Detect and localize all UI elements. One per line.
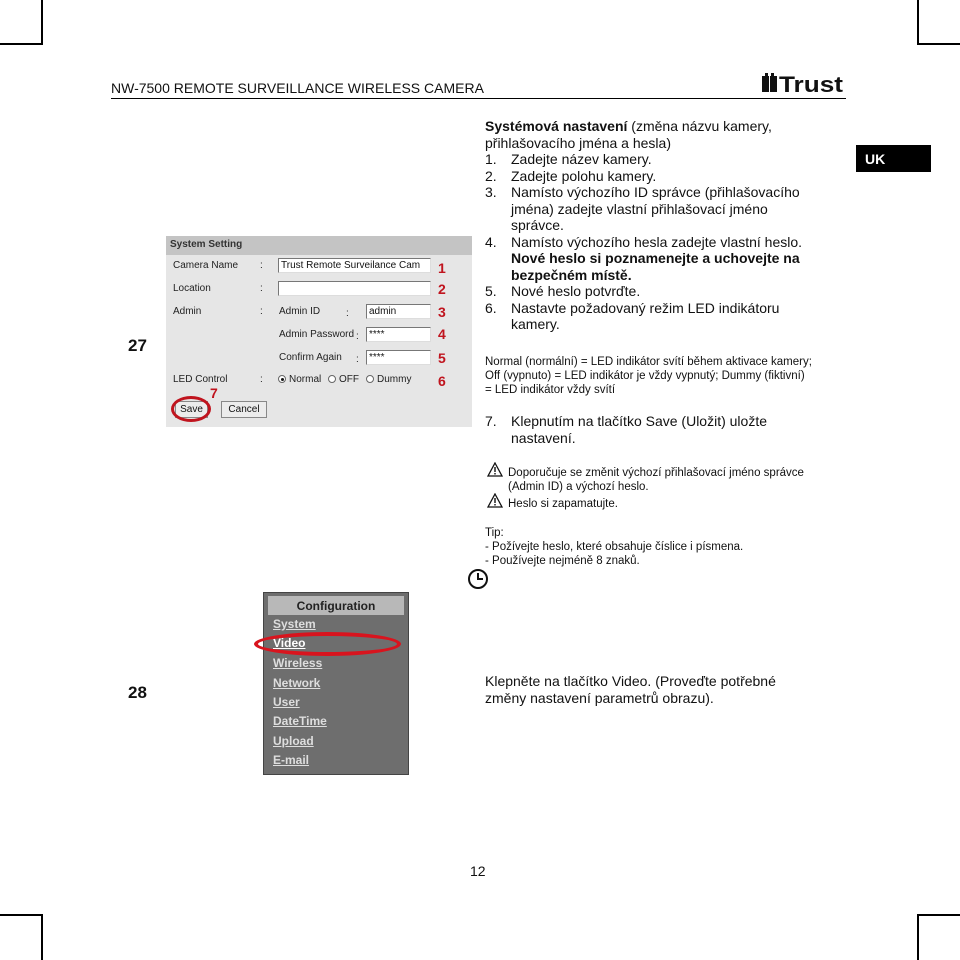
document-header-title: NW-7500 REMOTE SURVEILLANCE WIRELESS CAMERA: [111, 80, 484, 96]
item-line: Namísto výchozího ID správce (přihlašovacího: [511, 184, 800, 200]
led-control-label: LED Control: [173, 374, 228, 385]
item-line: Nastavte požadovaný režim LED indikátoru: [511, 299, 780, 316]
instruction-item-row: [485, 234, 855, 251]
instruction-item-7: [485, 413, 855, 446]
location-label: Location: [173, 283, 211, 294]
system-setting-title: System Setting: [170, 239, 243, 250]
heading-bold: Systémová nastavení: [485, 118, 628, 134]
crop-mark: [0, 914, 43, 916]
configuration-title: Configuration: [268, 596, 404, 615]
warning-icon: [487, 493, 503, 513]
led-note-line: = LED indikátor vždy svítí: [485, 384, 616, 396]
colon: :: [260, 306, 263, 317]
video-highlight-ellipse: [254, 632, 401, 656]
instruction-item-row: [485, 151, 855, 168]
led-normal-radio[interactable]: [278, 375, 286, 383]
save-button[interactable]: Save: [175, 401, 208, 418]
colon: :: [346, 308, 349, 319]
crop-mark: [917, 43, 960, 45]
instruction-item-row: [485, 267, 855, 284]
crop-mark: [41, 0, 43, 45]
colon: :: [260, 283, 263, 294]
item-line: Klepnutím na tlačítko Save (Uložit) uložte: [511, 413, 768, 429]
crop-mark: [41, 914, 43, 960]
crop-mark: [917, 914, 919, 960]
nav-link-upload[interactable]: Upload: [273, 734, 314, 748]
nav-link-system[interactable]: System: [273, 617, 316, 631]
instruction-item-row: [485, 300, 855, 317]
item-line: Nové heslo potvrďte.: [511, 283, 641, 299]
step-28-line: změny nastavení parametrů obrazu).: [485, 689, 714, 706]
confirm-password-input[interactable]: ****: [366, 350, 431, 365]
tip-line: - Požívejte heslo, které obsahuje číslice i písmena.: [485, 541, 744, 553]
instruction-item-row: [485, 250, 855, 267]
item-line: nastavení.: [511, 429, 576, 446]
step-27-instructions: [485, 118, 855, 333]
nav-link-datetime[interactable]: DateTime: [273, 714, 327, 728]
item-bold-line: Nové heslo si poznamenejte a uchovejte na: [511, 250, 800, 266]
heading-line2: přihlašovacího jména a hesla): [485, 134, 671, 151]
instruction-item-row: [485, 201, 855, 218]
nav-link-email[interactable]: E-mail: [273, 753, 310, 767]
crop-mark: [917, 0, 919, 45]
section-heading: [485, 118, 855, 135]
tip-line: - Používejte nejméně 8 znaků.: [485, 555, 640, 567]
item-line: kamery.: [511, 316, 560, 332]
led-note: [485, 355, 865, 397]
admin-label: Admin: [173, 306, 202, 317]
nav-link-video[interactable]: Video: [273, 636, 306, 650]
step-28-line: Klepněte na tlačítko Video. (Proveďte potřebné: [485, 673, 776, 689]
callout-5: 5: [438, 350, 446, 366]
save-highlight-circle: [171, 396, 211, 422]
instruction-item-row: [485, 184, 855, 201]
language-tag: UK: [856, 145, 931, 172]
nav-link-user[interactable]: User: [273, 695, 300, 709]
page-number: 12: [470, 863, 486, 879]
step-28-instructions: [485, 673, 776, 706]
instruction-list: [485, 151, 855, 333]
item-number: 4.: [485, 233, 497, 250]
led-dummy-label: Dummy: [377, 374, 412, 385]
configuration-menu-screenshot: [263, 592, 409, 775]
warning-line: (Admin ID) a výchozí heslo.: [508, 481, 649, 493]
confirm-again-label: Confirm Again: [279, 352, 342, 363]
led-off-radio[interactable]: [328, 375, 336, 383]
led-dummy-radio[interactable]: [366, 375, 374, 383]
nav-link-network[interactable]: Network: [273, 676, 321, 690]
led-off-label: OFF: [339, 374, 359, 385]
item-number: 6.: [485, 299, 497, 316]
colon: :: [260, 260, 263, 271]
item-number: 3.: [485, 184, 497, 200]
cancel-button[interactable]: Cancel: [221, 401, 267, 418]
item-line: správce.: [511, 217, 564, 233]
item-number: 1.: [485, 151, 497, 167]
step-number-27: 27: [128, 336, 147, 355]
led-note-line: Normal (normální) = LED indikátor svítí během aktivace kamery;: [485, 356, 812, 368]
callout-7: 7: [210, 385, 218, 401]
item-number: 7.: [485, 413, 497, 429]
item-line: Zadejte název kamery.: [511, 151, 652, 167]
clock-icon: [467, 568, 489, 595]
instruction-item-row: [485, 283, 855, 300]
crop-mark: [917, 914, 960, 916]
header-rule: [111, 98, 846, 99]
nav-link-wireless[interactable]: Wireless: [273, 656, 323, 670]
tip-block: [485, 526, 743, 568]
instruction-item-row: [485, 316, 855, 333]
item-line: jména) zadejte vlastní přihlašovací jméno: [511, 200, 768, 217]
admin-password-label: Admin Password: [279, 329, 355, 340]
system-setting-titlebar: [166, 236, 472, 255]
warning-text: Heslo si zapamatujte.: [508, 498, 618, 510]
colon: :: [356, 354, 359, 365]
item-line: Namísto výchozího hesla zadejte vlastní heslo.: [511, 233, 803, 250]
colon: :: [260, 374, 263, 385]
callout-1: 1: [438, 260, 446, 276]
item-number: 2.: [485, 167, 497, 184]
callout-3: 3: [438, 304, 446, 320]
heading-rest: (změna názvu kamery,: [627, 118, 772, 134]
instruction-item-row: [485, 168, 855, 185]
warning-line: Doporučuje se změnit výchozí přihlašovací jméno správce: [508, 467, 804, 479]
trust-logo: [762, 73, 844, 100]
callout-4: 4: [438, 326, 446, 342]
item-line: Zadejte polohu kamery.: [511, 167, 657, 184]
item-bold-line: bezpečném místě.: [511, 266, 632, 283]
callout-6: 6: [438, 373, 446, 389]
step-number-28: 28: [128, 683, 147, 702]
warning-icon: [487, 462, 503, 482]
instruction-item-row: [485, 217, 855, 234]
colon: :: [356, 331, 359, 342]
warning-text: [508, 466, 804, 494]
camera-name-input[interactable]: Trust Remote Surveilance Cam: [278, 258, 431, 273]
location-input[interactable]: [278, 281, 431, 296]
camera-name-label: Camera Name: [173, 260, 239, 271]
tip-label: Tip:: [485, 527, 504, 539]
led-normal-label: Normal: [289, 374, 322, 385]
admin-password-input[interactable]: ****: [366, 327, 431, 342]
crop-mark: [0, 43, 43, 45]
led-note-line: Off (vypnuto) = LED indikátor je vždy vypnutý; Dummy (fiktivní): [485, 370, 805, 382]
svg-text:Trust: Trust: [779, 73, 844, 95]
callout-2: 2: [438, 281, 446, 297]
admin-id-input[interactable]: admin: [366, 304, 431, 319]
item-number: 5.: [485, 283, 497, 299]
admin-id-label: Admin ID: [279, 306, 321, 317]
